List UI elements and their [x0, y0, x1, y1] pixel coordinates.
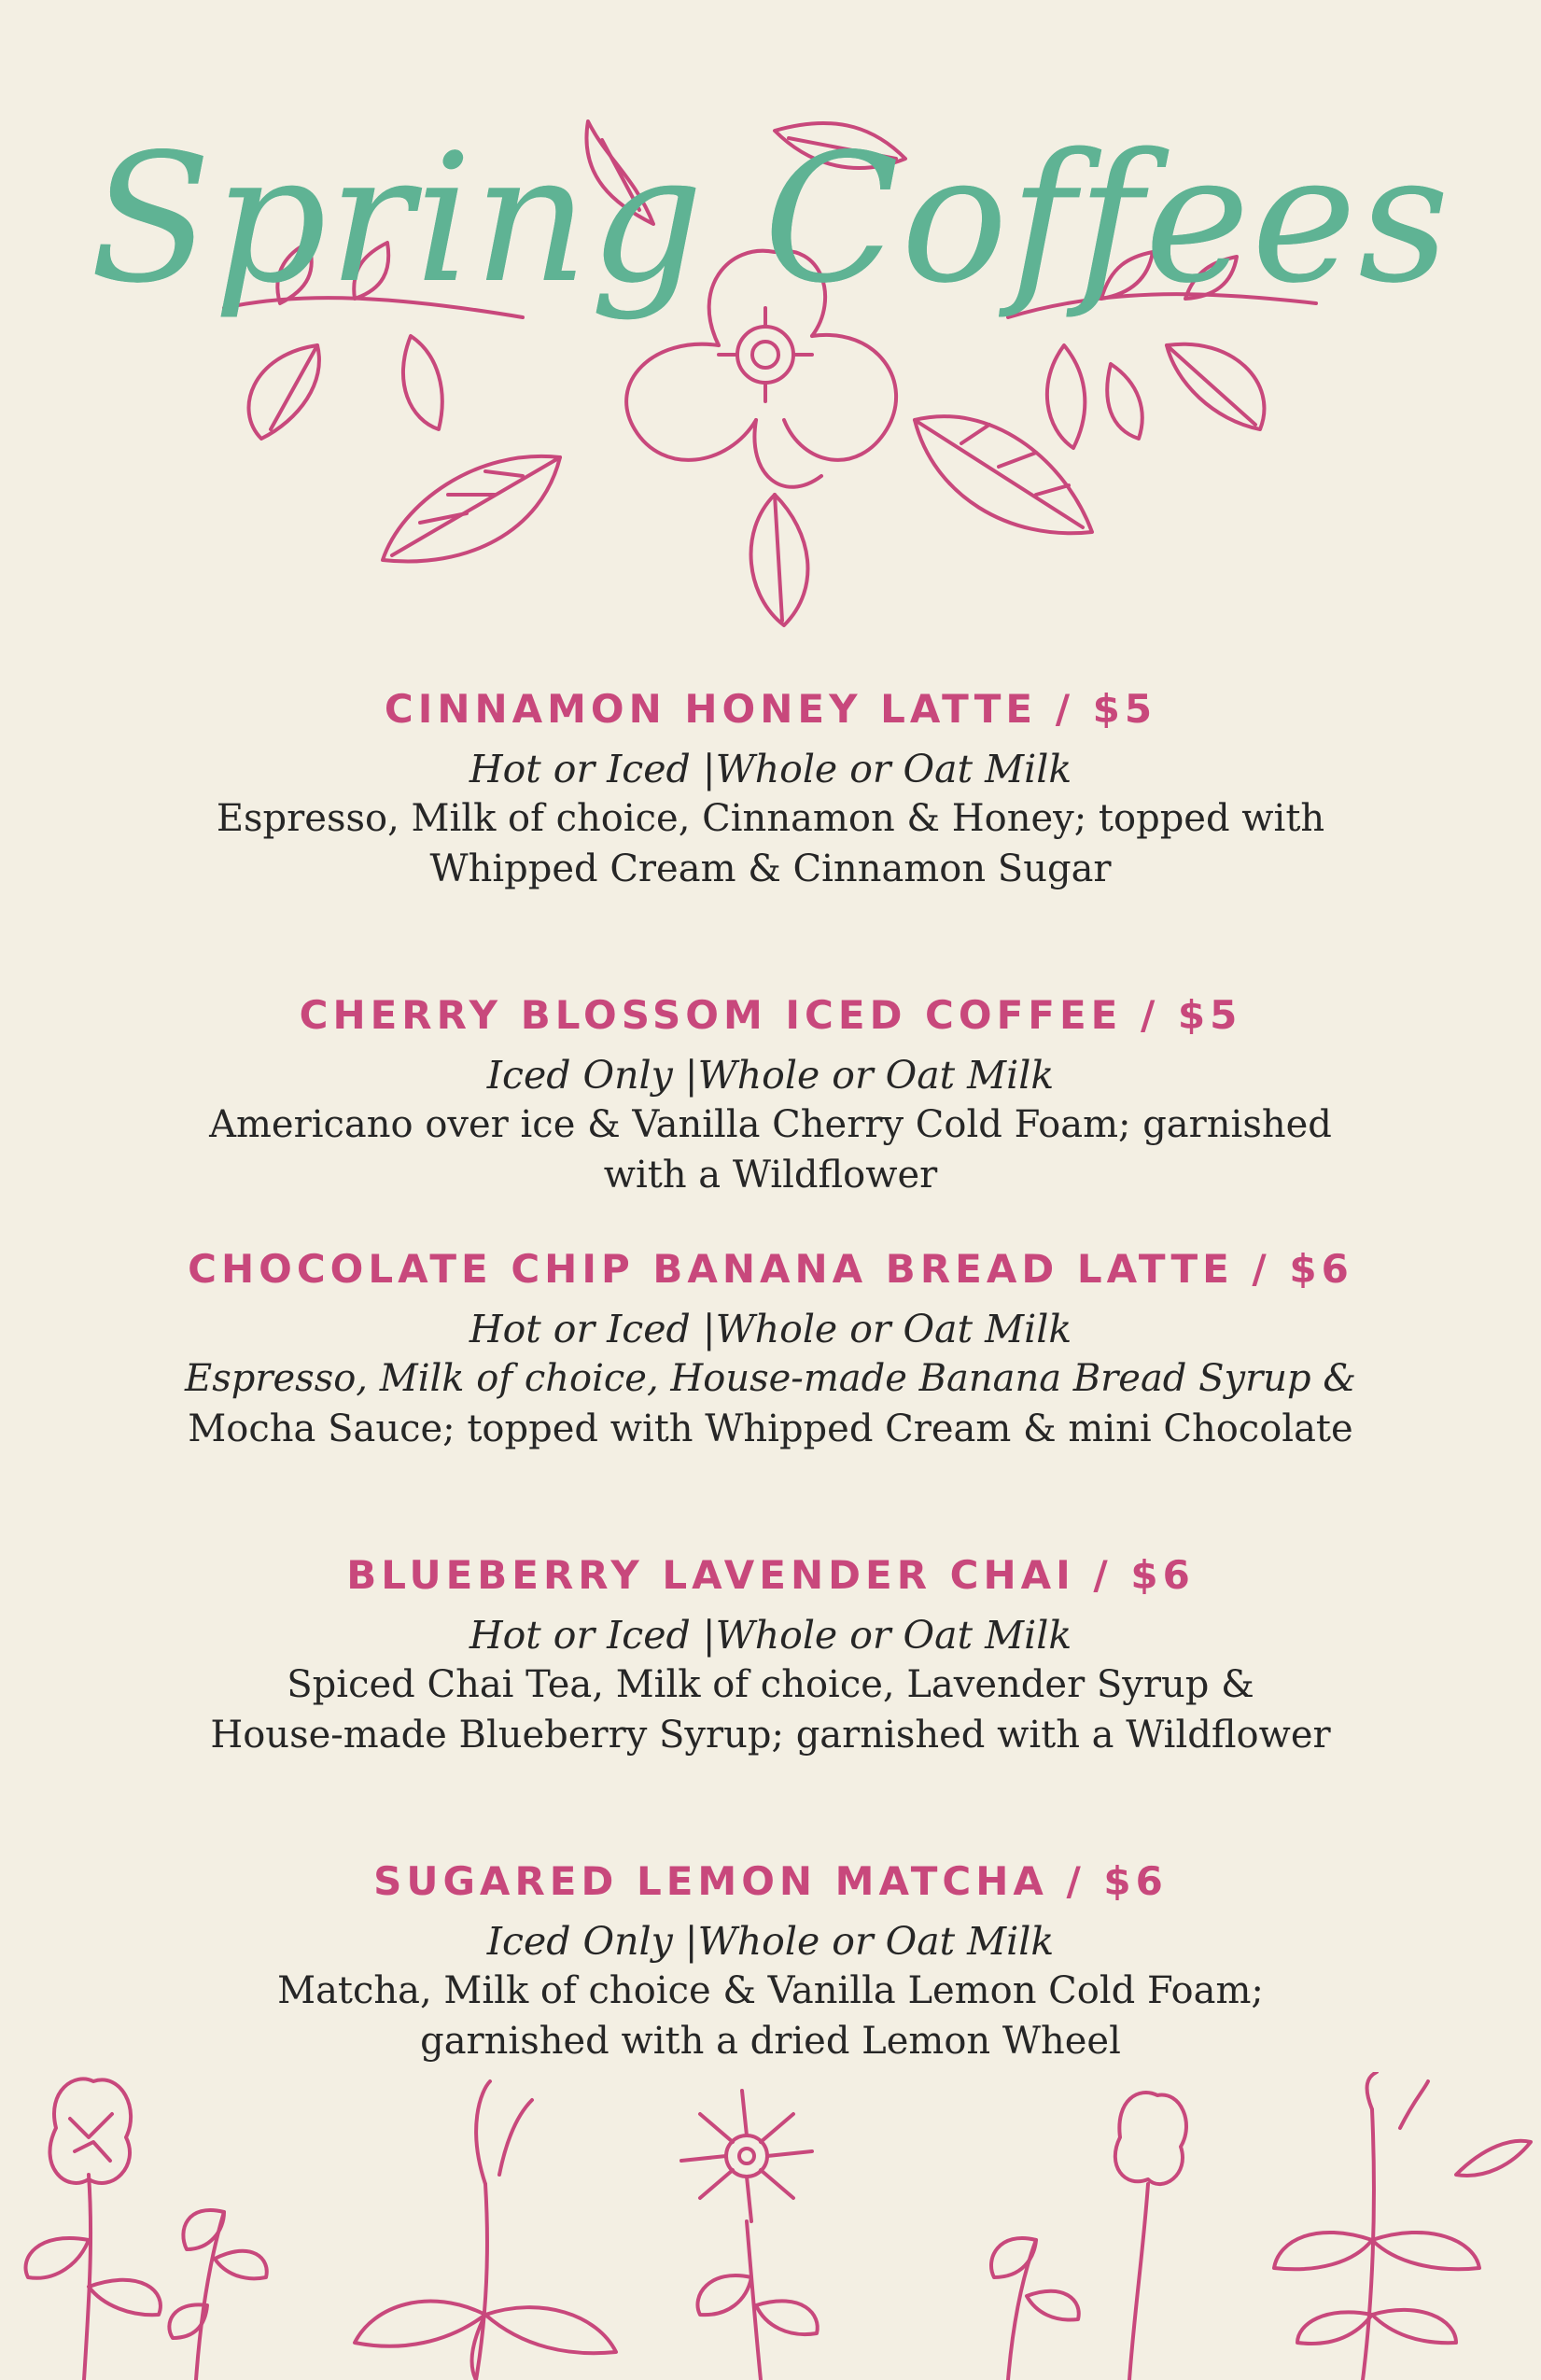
- item-name: CINNAMON HONEY LATTE / $5: [384, 686, 1157, 732]
- wildflower-border-icon: [0, 2072, 1541, 2380]
- menu-item: [0, 1854, 1541, 2066]
- item-description-line: with a Wildflower: [603, 1154, 938, 1197]
- page-title: Spring Coffees: [90, 116, 1451, 322]
- item-name: CHOCOLATE CHIP BANANA BREAD LATTE / $6: [188, 1246, 1353, 1292]
- item-description-line: garnished with a dried Lemon Wheel: [420, 2020, 1121, 2063]
- item-description-line: Americano over ice & Vanilla Cherry Cold Foam; garnished: [209, 1103, 1332, 1146]
- menu-item: [0, 1547, 1541, 1760]
- menu-item: [0, 1241, 1541, 1454]
- item-description-line: Mocha Sauce; topped with Whipped Cream & mini Chocolate: [188, 1407, 1353, 1450]
- menu-item: [0, 681, 1541, 894]
- item-description-line: Spiced Chai Tea, Milk of choice, Lavender Syrup &: [287, 1663, 1254, 1706]
- item-options: Hot or Iced |Whole or Oat Milk: [469, 747, 1072, 791]
- item-options: Iced Only |Whole or Oat Milk: [486, 1053, 1055, 1098]
- item-description-line: Matcha, Milk of choice & Vanilla Lemon Cold Foam;: [277, 1969, 1264, 2012]
- item-options: Hot or Iced |Whole or Oat Milk: [469, 1307, 1072, 1351]
- item-name: BLUEBERRY LAVENDER CHAI / $6: [346, 1552, 1195, 1598]
- item-description-line: Espresso, Milk of choice, House-made Banana Bread Syrup &: [185, 1357, 1356, 1400]
- item-options: Iced Only |Whole or Oat Milk: [486, 1919, 1055, 1964]
- item-name: SUGARED LEMON MATCHA / $6: [373, 1858, 1168, 1904]
- item-description-line: Whipped Cream & Cinnamon Sugar: [429, 847, 1112, 890]
- item-name: CHERRY BLOSSOM ICED COFFEE / $5: [299, 992, 1242, 1038]
- item-options: Hot or Iced |Whole or Oat Milk: [469, 1613, 1072, 1658]
- item-description-line: House-made Blueberry Syrup; garnished with a Wildflower: [210, 1714, 1331, 1757]
- item-description-line: Espresso, Milk of choice, Cinnamon & Honey; topped with: [216, 797, 1325, 840]
- menu-item: [0, 987, 1541, 1200]
